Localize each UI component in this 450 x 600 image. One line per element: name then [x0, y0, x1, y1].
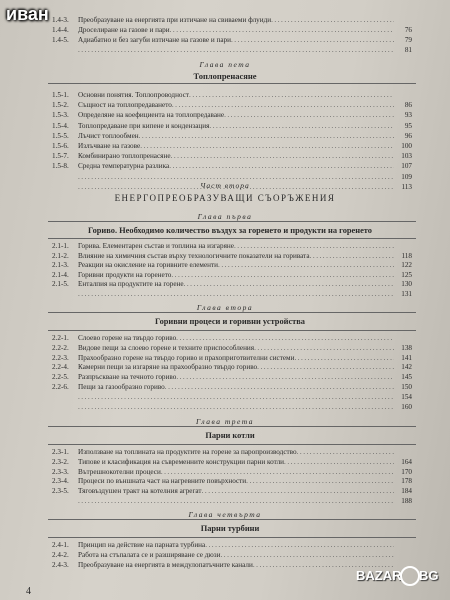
leader-dots [165, 383, 394, 392]
leader-dots [254, 344, 394, 353]
toc-entry-number: 1.4-4. [52, 26, 69, 34]
toc-entry-page: 141 [401, 353, 412, 362]
leader-dots [170, 26, 394, 35]
toc-entry [52, 142, 412, 151]
leader-dots [202, 487, 394, 496]
toc-entry-title: Същност на топлопредаването [78, 101, 172, 110]
toc-entry-page: 122 [401, 261, 412, 269]
divider [48, 537, 416, 538]
toc-entry [52, 403, 412, 412]
toc-entry-number: 1.4-3. [52, 16, 69, 24]
toc-entry-page: 79 [404, 36, 412, 44]
logo-text-right: BG [419, 568, 439, 583]
toc-entry [52, 280, 412, 289]
leader-dots [257, 363, 394, 372]
toc-entry-page: 130 [401, 280, 412, 288]
divider [48, 444, 416, 445]
toc-entry-number: 2.3-4. [52, 477, 69, 486]
logo-text-left: BAZAR [356, 568, 402, 583]
toc-entry-number: 2.1-4. [52, 270, 69, 279]
toc-entry-title: Процеси по външната част на нагревните повърхности [78, 477, 247, 486]
toc-entry-title: Пещи за газообразно гориво [78, 383, 165, 391]
watermark-text: иван [6, 4, 49, 24]
toc-entry-title: Лъчист топлообмен [78, 131, 139, 140]
toc-entry-page: 125 [401, 270, 412, 279]
toc-entry-number [52, 497, 78, 506]
toc-entry-page: 154 [401, 392, 412, 401]
chapter-label: Глава втора [196, 303, 254, 312]
toc-entry [52, 354, 412, 363]
toc-entry-title: Камерни пещи за изгаряне на прахообразно твърдо гориво [78, 363, 258, 372]
toc-entry-page [394, 541, 412, 550]
toc-entry-page: 184 [401, 487, 412, 496]
chapter-label: Глава четвърта [188, 510, 262, 519]
logo-circle-icon [400, 566, 420, 586]
toc-entry-title: Определяне на коефициента на топлопредаване [78, 111, 225, 120]
toc-entry-page: 178 [401, 477, 412, 486]
toc-entry-page: 188 [401, 497, 412, 505]
toc-entry-title: Топлопредаване при кипене и кондензация [78, 121, 210, 130]
leader-dots [271, 16, 394, 25]
toc-entry-number: 2.1-1. [52, 242, 69, 250]
divider [48, 238, 416, 239]
toc-entry-page: 160 [401, 402, 412, 411]
leader-dots [139, 132, 394, 141]
toc-entry-page: 118 [401, 251, 412, 260]
toc-entry-number: 1.5-3. [52, 111, 69, 120]
toc-entry [52, 46, 412, 55]
divider [48, 519, 416, 520]
toc-entry [52, 152, 412, 161]
leader-dots [78, 393, 394, 402]
toc-entry [52, 36, 412, 45]
leader-dots [78, 290, 394, 299]
toc-entry-page: 76 [404, 26, 412, 34]
leader-dots [234, 242, 394, 251]
toc-entry-page: 81 [404, 46, 412, 54]
toc-entry [52, 344, 412, 353]
leader-dots [209, 122, 394, 131]
toc-entry-number: 2.2-2. [52, 343, 69, 352]
toc-entry-title: Разпръскване на течното гориво [78, 373, 177, 382]
toc-entry [52, 487, 412, 496]
toc-entry-number: 2.1-3. [52, 261, 69, 269]
toc-entry [52, 363, 412, 372]
toc-entry-number: 1.5-8. [52, 162, 69, 171]
toc-entry-title: Преобразуване на енергията в междулопатъчните канали [78, 561, 253, 569]
toc-entry-title: Типове и класификация на съвременните конструкции парни котли [78, 457, 285, 466]
toc-entry-number: 2.1-2. [52, 251, 69, 260]
toc-entry-page: 100 [401, 142, 412, 150]
toc-entry-title: Видове пещи за слоево горене и техните приспособления [78, 343, 255, 352]
toc-entry-title: Преобразуване на енергията при изтичане на свиваеми флуиди [78, 16, 272, 24]
page-number: 4 [26, 586, 31, 597]
toc-entry-number: 2.1-5. [52, 280, 69, 288]
toc-entry-number [52, 393, 78, 402]
bazar-logo [356, 564, 444, 592]
toc-entry-page: 96 [404, 131, 412, 140]
toc-entry-page: 150 [401, 383, 412, 391]
leader-dots [171, 152, 394, 161]
toc-entry [52, 551, 412, 560]
toc-entry [52, 261, 412, 270]
toc-entry [52, 334, 412, 343]
leader-dots [297, 448, 394, 457]
toc-entry [52, 252, 412, 261]
toc-entry-page: 109 [401, 172, 412, 181]
toc-entry-number: 2.4-1. [52, 541, 69, 549]
toc-entry-number [52, 403, 78, 412]
leader-dots [78, 497, 394, 506]
toc-entry-number: 1.5-5. [52, 131, 69, 140]
divider [48, 330, 416, 331]
chapter-title: Парни турбини [200, 524, 260, 533]
toc-entry-title: Влияние на химичния състав върху технологичните показатели на горивата [78, 251, 310, 260]
toc-entry [52, 497, 412, 506]
toc-entry-number: 2.3-3. [52, 467, 69, 476]
toc-entry-title: Слоево горене на твърдо гориво [78, 334, 177, 342]
toc-entry [52, 468, 412, 477]
part-title: ЕНЕРГОПРЕОБРАЗУВАЩИ СЪОРЪЖЕНИЯ [114, 193, 336, 203]
toc-entry [52, 271, 412, 280]
toc-entry-page [394, 91, 412, 100]
toc-entry [52, 477, 412, 486]
toc-entry-number: 2.2-5. [52, 373, 69, 382]
toc-entry [52, 383, 412, 392]
toc-entry-page [394, 551, 412, 560]
chapter-title: Парни котли [205, 431, 255, 440]
toc-entry-number: 2.4-3. [52, 561, 69, 569]
toc-entry-title: Средна температурна разлика [78, 162, 170, 171]
divider [48, 83, 416, 84]
toc-entry-page [394, 334, 412, 343]
toc-entry-title: Принцип на действие на парната турбина [78, 541, 206, 549]
divider [48, 221, 416, 222]
toc-entry-title: Енталпия на продуктите на горене [78, 280, 184, 288]
leader-dots [176, 373, 394, 382]
toc-entry-title: Тяговъздушен тракт на котелния агрегат [78, 487, 202, 496]
leader-dots [161, 468, 394, 477]
toc-entry-title: Горива. Елементарен състав и топлина на изгаряне [78, 242, 234, 250]
toc-entry-page: 95 [404, 121, 412, 130]
toc-entry-title: Работа на стъпалата се и разширяване се дюзи [78, 551, 221, 559]
toc-entry [52, 393, 412, 402]
leader-dots [172, 101, 394, 110]
toc-entry-title: Основни понятия. Топлопроводност [78, 91, 190, 99]
toc-entry-page: 113 [401, 182, 412, 191]
leader-dots [140, 142, 394, 151]
toc-entry-page [394, 16, 412, 25]
leader-dots [224, 111, 394, 120]
toc-entry [52, 373, 412, 382]
leader-dots [171, 271, 394, 280]
divider [48, 426, 416, 427]
toc-entry-page: 107 [401, 162, 412, 171]
toc-entry-title: Използване на топлината на продуктите на горене за парoпроизводство [78, 448, 297, 456]
toc-entry-page: 170 [401, 467, 412, 476]
toc-entry-number: 1.5-6. [52, 142, 69, 150]
leader-dots [78, 403, 394, 412]
leader-dots [231, 36, 394, 45]
chapter-title: Горивo. Необходимо количество въздух за горенето и продукти на горенето [87, 226, 372, 235]
toc-entry [52, 132, 412, 141]
toc-entry-page: 164 [401, 457, 412, 466]
toc-entry-number [52, 46, 78, 55]
leader-dots [220, 551, 394, 560]
toc-entry-title: Излъчване на газове [78, 142, 141, 150]
toc-entry-title: Дроселиране на газове и пари [78, 26, 170, 34]
chapter-label: Глава първа [197, 212, 253, 221]
toc-entry-number: 2.2-1. [52, 334, 69, 342]
divider [48, 312, 416, 313]
toc-entry-number: 1.5-1. [52, 91, 69, 99]
leader-dots [205, 541, 394, 550]
toc-entry [52, 91, 412, 100]
toc-entry-title: Реакции на окисление на горивните елементи [78, 261, 219, 269]
toc-entry-title: Горивни продукти на горенето [78, 270, 172, 279]
toc-entry-number: 1.5-7. [52, 152, 69, 161]
leader-dots [184, 280, 394, 289]
toc-entry-title: Комбинирано топлопренасяне [78, 152, 171, 161]
toc-entry-page [394, 448, 412, 457]
toc-entry-number: 2.2-6. [52, 383, 69, 391]
toc-entry [52, 122, 412, 131]
toc-entry [52, 101, 412, 110]
toc-entry [52, 242, 412, 251]
toc-entry-page: 142 [401, 363, 412, 372]
toc-entry [52, 541, 412, 550]
chapter-label: Глава пета [199, 60, 251, 69]
toc-entry-page: 131 [401, 289, 412, 298]
toc-entry-title: Адиабатно и без загуби изтичане на газове и пари [78, 36, 231, 44]
toc-entry [52, 458, 412, 467]
toc-entry-number: 2.3-1. [52, 448, 69, 456]
toc-entry [52, 26, 412, 35]
toc-entry-number: 1.4-5. [52, 36, 69, 44]
chapter-title: Топлопренасяне [193, 71, 257, 81]
toc-entry-number: 2.4-2. [52, 551, 69, 559]
toc-entry-page [394, 242, 412, 251]
toc-entry-number: 2.2-4. [52, 363, 69, 372]
leader-dots [189, 91, 394, 100]
toc-entry-number: 2.2-3. [52, 353, 69, 362]
toc-entry [52, 290, 412, 299]
leader-dots [294, 354, 394, 363]
leader-dots [169, 162, 394, 171]
toc-entry-title: Прахообразно горене на твърдо гориво и прахоприготвителни системи [78, 353, 295, 362]
toc-entry-number: 2.3-5. [52, 487, 69, 496]
toc-entry-title: Вътрешнокотелни процеси [78, 467, 161, 476]
toc-entry-page: 86 [404, 101, 412, 110]
part-label: Част втора [200, 181, 250, 190]
toc-entry [52, 162, 412, 171]
toc-entry [52, 448, 412, 457]
toc-entry-page: 93 [404, 111, 412, 120]
toc-entry-page: 145 [401, 373, 412, 382]
toc-entry-number [52, 290, 78, 299]
chapter-label: Глава трета [196, 417, 254, 426]
toc-entry [52, 16, 412, 25]
toc-entry-number: 2.3-2. [52, 457, 69, 466]
toc-entry-number: 1.5-4. [52, 121, 69, 130]
leader-dots [78, 46, 394, 55]
toc-entry-number: 1.5-2. [52, 101, 69, 110]
leader-dots [246, 477, 394, 486]
leader-dots [176, 334, 394, 343]
leader-dots [218, 261, 394, 270]
leader-dots [284, 458, 394, 467]
toc-entry-page: 103 [401, 152, 412, 161]
chapter-title: Горивни процеси и горивни устройства [154, 317, 305, 326]
toc-entry-page: 138 [401, 343, 412, 352]
leader-dots [310, 252, 394, 261]
toc-entry [52, 111, 412, 120]
